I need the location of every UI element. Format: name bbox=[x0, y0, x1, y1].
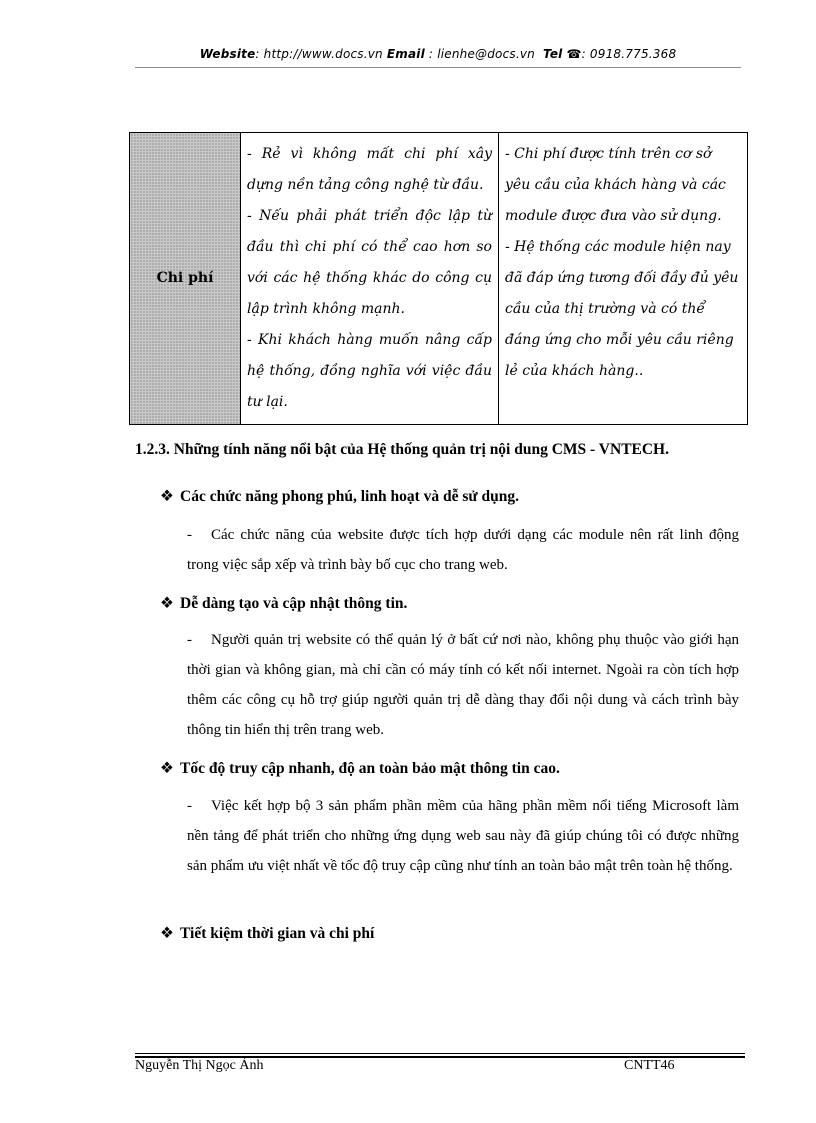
feature-heading bbox=[160, 487, 519, 506]
page-header bbox=[135, 47, 741, 66]
feature-paragraph: - Người quản trị website có thể quản lý ở bất cứ nơi nào, không phụ thuộc vào giới hạn thời gian và không gian, mà chỉ cần có máy tính có kết nối internet. Ngoài ra còn tích hợp thêm các công cụ hỗ trợ giúp người quản trị dễ dàng thay đổi nội dung và cách trình bày thông tin hiển thị trên trang web. bbox=[187, 632, 739, 738]
feature-heading-text: Các chức năng phong phú, linh hoạt và dễ sử dụng. bbox=[180, 488, 520, 505]
header-divider bbox=[135, 67, 741, 68]
phone-icon: ☎ bbox=[566, 47, 582, 61]
feature-heading bbox=[160, 594, 407, 613]
footer-author: Nguyễn Thị Ngọc Ánh bbox=[135, 1058, 264, 1073]
feature-heading bbox=[160, 759, 560, 778]
website-label: Website bbox=[199, 47, 256, 61]
row-label: Chi phí bbox=[156, 270, 214, 286]
tel-label: Tel bbox=[543, 47, 563, 61]
feature-paragraph: - Các chức năng của website được tích hợp dưới dạng các module nên rất linh động trong việc sắp xếp và trình bày bố cục cho trang web. bbox=[187, 527, 739, 573]
diamond-bullet-icon: ❖ bbox=[160, 488, 174, 505]
column-a-paragraph: - Rẻ vì không mất chi phí xây dựng nền tảng công nghệ từ đầu. bbox=[247, 146, 492, 193]
tel-value: : 0918.775.368 bbox=[581, 47, 677, 61]
email-value: : lienhe@docs.vn bbox=[424, 47, 535, 61]
column-a-paragraph: - Nếu phải phát triển độc lập từ đầu thì chi phí có thể cao hơn so với các hệ thống khác do công cụ lập trình không mạnh. bbox=[247, 208, 492, 317]
cost-comparison-table bbox=[129, 132, 748, 425]
column-b-paragraph: - Chi phí được tính trên cơ sở yêu cầu của khách hàng và các module được đưa vào sử dụng. bbox=[505, 146, 726, 224]
diamond-bullet-icon: ❖ bbox=[160, 595, 174, 612]
footer-divider bbox=[135, 1053, 745, 1054]
footer-class-code: CNTT46 bbox=[624, 1058, 675, 1073]
column-b-cell bbox=[499, 133, 748, 425]
feature-paragraph-text: Việc kết hợp bộ 3 sản phẩm phần mềm của hãng phần mềm nổi tiếng Microsoft làm nền tảng để phát triển cho những ứng dụng web sau này đã giúp chúng tôi có được những sản phẩm ưu việt nhất về tốc độ truy cập cũng như tính an toàn bảo mật trên toàn hệ thống. bbox=[187, 798, 739, 874]
feature-heading-text: Tiết kiệm thời gian và chi phí bbox=[180, 925, 375, 942]
feature-paragraph: - Việc kết hợp bộ 3 sản phẩm phần mềm của hãng phần mềm nổi tiếng Microsoft làm nền tảng để phát triển cho những ứng dụng web sau này đã giúp chúng tôi có được những sản phẩm ưu việt nhất về tốc độ truy cập cũng như tính an toàn bảo mật trên toàn hệ thống. bbox=[187, 798, 739, 874]
diamond-bullet-icon: ❖ bbox=[160, 925, 174, 942]
website-value: : http://www.docs.vn bbox=[255, 47, 383, 61]
feature-heading-text: Dễ dàng tạo và cập nhật thông tin. bbox=[180, 595, 408, 612]
table-row bbox=[130, 133, 748, 425]
feature-heading-text: Tốc độ truy cập nhanh, độ an toàn bảo mật thông tin cao. bbox=[180, 760, 560, 777]
section-heading: 1.2.3. Những tính năng nổi bật của Hệ thống quản trị nội dung CMS - VNTECH. bbox=[135, 441, 669, 458]
email-label: Email bbox=[386, 47, 425, 61]
column-b-paragraph: - Hệ thống các module hiện nay đã đáp ứng tương đối đầy đủ yêu cầu của thị trường và có thể đáng ứng cho mỗi yêu cầu riêng lẻ của khách hàng.. bbox=[505, 239, 739, 379]
feature-heading bbox=[160, 924, 374, 943]
diamond-bullet-icon: ❖ bbox=[160, 760, 174, 777]
feature-paragraph-text: Người quản trị website có thể quản lý ở bất cứ nơi nào, không phụ thuộc vào giới hạn thời gian và không gian, mà chỉ cần có máy tính có kết nối internet. Ngoài ra còn tích hợp thêm các công cụ hỗ trợ giúp người quản trị dễ dàng thay đổi nội dung và cách trình bày thông tin hiển thị trên trang web. bbox=[187, 632, 739, 738]
column-a-paragraph: - Khi khách hàng muốn nâng cấp hệ thống, đồng nghĩa với việc đầu tư lại. bbox=[247, 332, 492, 410]
feature-paragraph-text: Các chức năng của website được tích hợp dưới dạng các module nên rất linh động trong việc sắp xếp và trình bày bố cục cho trang web. bbox=[187, 527, 739, 573]
row-label-cell bbox=[130, 133, 241, 425]
column-a-cell bbox=[241, 133, 499, 425]
